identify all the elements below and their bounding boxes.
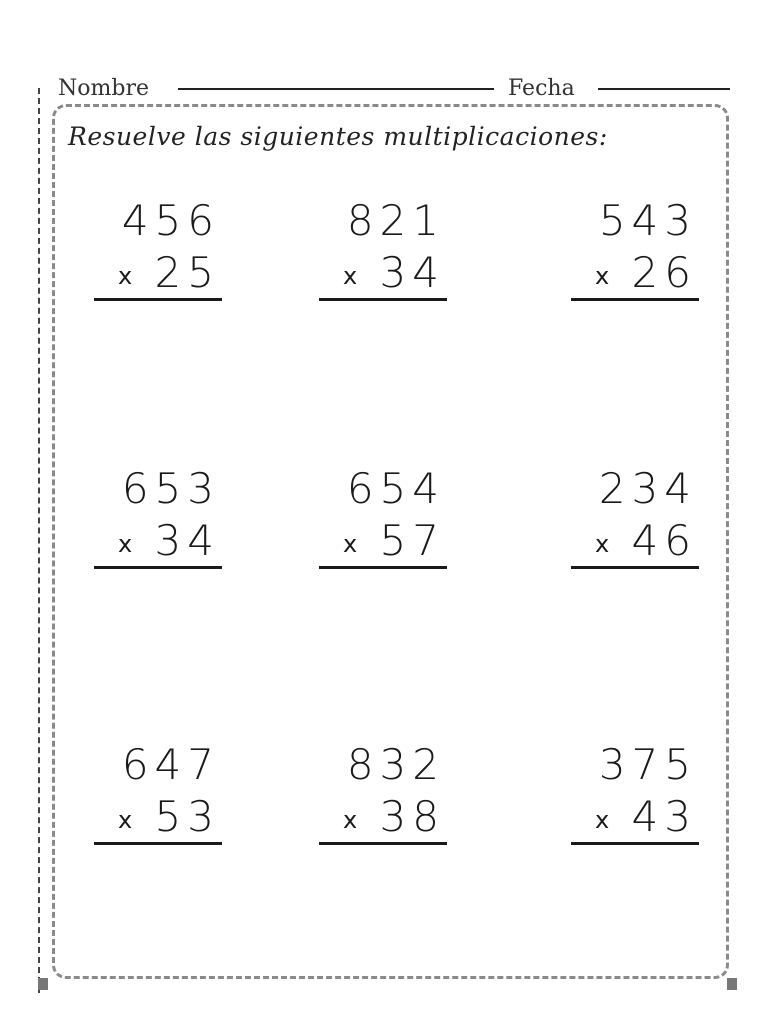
- multiplication-problem: [94, 464, 224, 578]
- name-label: Nombre: [58, 76, 149, 101]
- times-sign: x: [118, 806, 133, 834]
- multiplier: 46: [631, 516, 697, 565]
- answer-line: [319, 842, 447, 845]
- answer-line: [94, 566, 222, 569]
- name-line: [178, 88, 494, 90]
- answer-line: [571, 298, 699, 301]
- times-sign: x: [343, 806, 358, 834]
- answer-line: [94, 298, 222, 301]
- multiplicand: 543: [598, 196, 697, 245]
- answer-line: [571, 842, 699, 845]
- multiplicand: 832: [346, 740, 445, 789]
- multiplication-problem: [94, 196, 224, 310]
- multiplier: 25: [154, 248, 220, 297]
- times-sign: x: [118, 262, 133, 290]
- answer-line: [94, 842, 222, 845]
- multiplication-problem: [94, 740, 224, 854]
- multiplicand: 821: [346, 196, 445, 245]
- multiplier: 53: [154, 792, 220, 841]
- answer-line: [319, 566, 447, 569]
- instruction-heading: Resuelve las siguientes multiplicaciones:: [68, 122, 608, 151]
- multiplicand: 234: [598, 464, 697, 513]
- multiplication-problem: [571, 464, 701, 578]
- times-sign: x: [343, 530, 358, 558]
- multiplier: 57: [379, 516, 445, 565]
- multiplier: 43: [631, 792, 697, 841]
- times-sign: x: [343, 262, 358, 290]
- border-corner: [727, 978, 737, 990]
- times-sign: x: [595, 806, 610, 834]
- multiplication-problem: [319, 196, 449, 310]
- multiplier: 26: [631, 248, 697, 297]
- date-label: Fecha: [508, 76, 575, 101]
- answer-line: [571, 566, 699, 569]
- answer-line: [319, 298, 447, 301]
- multiplicand: 647: [121, 740, 220, 789]
- multiplier: 34: [379, 248, 445, 297]
- multiplicand: 653: [121, 464, 220, 513]
- multiplicand: 654: [346, 464, 445, 513]
- times-sign: x: [595, 262, 610, 290]
- border-corner: [38, 978, 48, 990]
- multiplication-problem: [319, 464, 449, 578]
- date-line: [598, 88, 730, 90]
- multiplication-problem: [319, 740, 449, 854]
- cut-line: [38, 88, 40, 993]
- multiplicand: 456: [121, 196, 220, 245]
- multiplicand: 375: [598, 740, 697, 789]
- multiplier: 34: [154, 516, 220, 565]
- multiplier: 38: [379, 792, 445, 841]
- times-sign: x: [118, 530, 133, 558]
- multiplication-problem: [571, 196, 701, 310]
- times-sign: x: [595, 530, 610, 558]
- multiplication-problem: [571, 740, 701, 854]
